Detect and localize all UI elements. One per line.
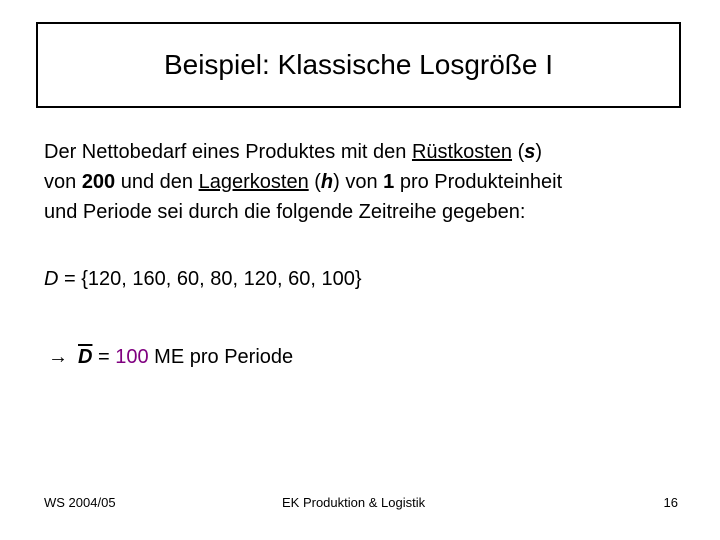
footer-semester: WS 2004/05 xyxy=(44,495,116,510)
variable-d-bar: $\overline{D}$ xyxy=(78,346,93,368)
paragraph-line-3: und Periode sei durch die folgende Zeitreihe gegeben: xyxy=(44,201,526,223)
unit: ME pro Periode xyxy=(148,346,294,368)
text: ( xyxy=(512,141,525,163)
footer-page-number: 16 xyxy=(663,495,678,510)
paragraph-line-1 xyxy=(44,137,704,167)
ruestkosten-term: Rüstkosten xyxy=(411,141,513,163)
text: ( xyxy=(308,171,321,193)
variable-d: D xyxy=(44,268,59,290)
slide-title: Beispiel: Klassische Losgröße I xyxy=(163,49,554,80)
text: ) von xyxy=(333,171,384,193)
text: ) xyxy=(535,141,543,163)
lagerkosten-term: Lagerkosten xyxy=(198,171,309,193)
value-200: 200 xyxy=(81,171,116,193)
title-box xyxy=(36,22,681,108)
demand-series xyxy=(44,264,362,294)
average-value: 100 xyxy=(115,346,149,368)
paragraph-line-2 xyxy=(44,167,704,197)
text: Der Nettobedarf eines Produktes mit den xyxy=(44,141,412,163)
text: von xyxy=(44,171,82,193)
footer-course: EK Produktion & Logistik xyxy=(282,495,426,510)
variable-h: h xyxy=(320,171,334,193)
average-demand xyxy=(48,342,293,372)
variable-s: s xyxy=(524,141,536,163)
equals: = xyxy=(92,346,116,368)
body-paragraph xyxy=(44,137,704,227)
series-values: = {120, 160, 60, 80, 120, 60, 100} xyxy=(58,268,362,290)
text: pro Produkteinheit xyxy=(394,171,563,193)
arrow-right-icon: → xyxy=(48,346,68,368)
value-1: 1 xyxy=(383,171,395,193)
text: und den xyxy=(115,171,199,193)
